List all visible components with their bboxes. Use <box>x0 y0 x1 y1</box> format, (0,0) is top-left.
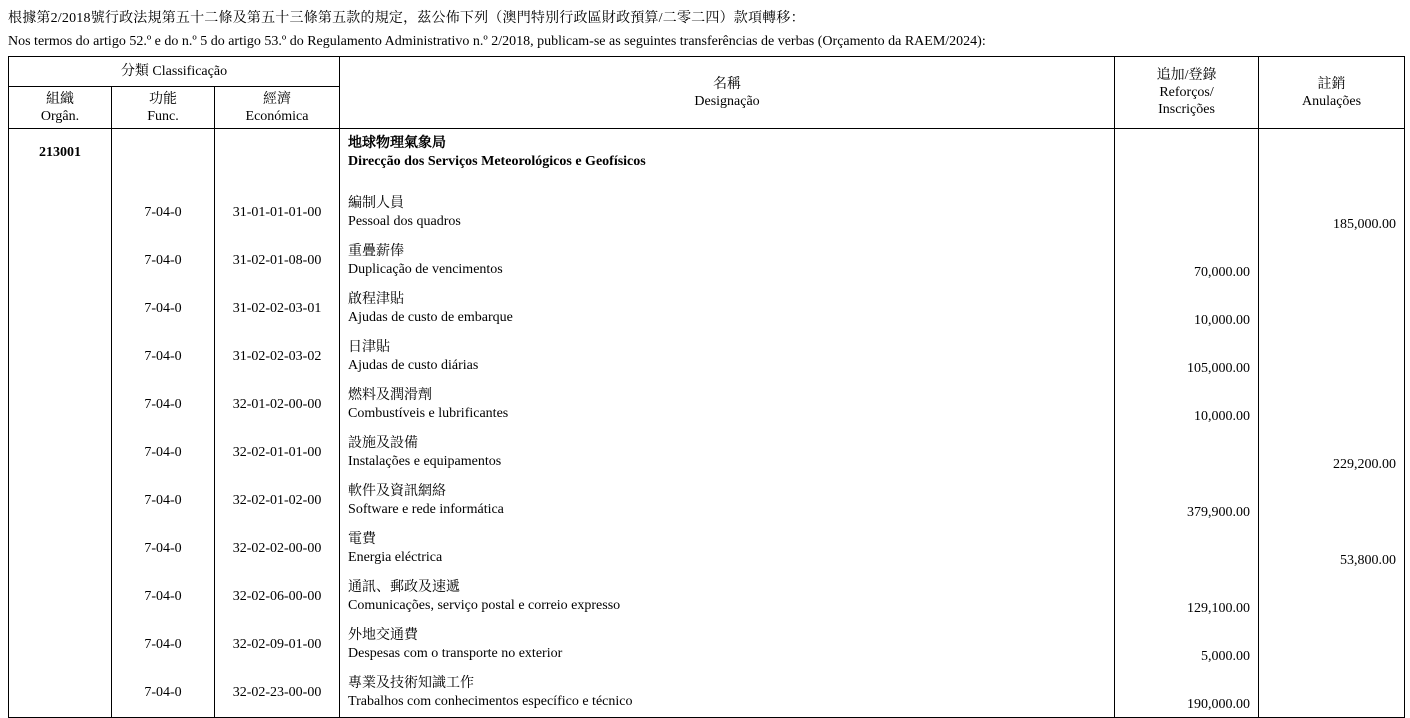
function-header-zh: 功能 <box>149 91 177 107</box>
designation-zh: 燃料及潤滑劑 <box>348 388 433 403</box>
designation-zh: 外地交通費 <box>348 628 419 643</box>
designation-cell <box>340 477 1115 525</box>
designation-zh: 重疊薪俸 <box>348 244 405 259</box>
organ-cell <box>9 237 112 285</box>
designation-zh: 啟程津貼 <box>348 292 405 307</box>
cancellation-amount <box>1259 477 1405 525</box>
organ-code: 213001 <box>9 129 112 190</box>
designation-pt: Software e rede informática <box>348 502 504 517</box>
table-row <box>9 621 1405 669</box>
table-row <box>9 477 1405 525</box>
reinforcement-amount <box>1115 525 1259 573</box>
function-code: 7-04-0 <box>112 573 215 621</box>
table-row <box>9 333 1405 381</box>
designation-pt: Trabalhos com conhecimentos específico e técnico <box>348 694 633 709</box>
function-code: 7-04-0 <box>112 285 215 333</box>
cancellation-amount <box>1259 573 1405 621</box>
reinforcement-amount: 5,000.00 <box>1115 621 1259 669</box>
designation-zh: 通訊、郵政及速遞 <box>348 580 461 595</box>
organ-cell <box>9 189 112 237</box>
organ-header-pt: Orgân. <box>40 108 80 124</box>
table-row <box>9 429 1405 477</box>
organ-cell <box>9 477 112 525</box>
designation-pt: Duplicação de vencimentos <box>348 262 503 277</box>
economic-code: 32-01-02-00-00 <box>215 381 340 429</box>
designation-pt: Comunicações, serviço postal e correio expresso <box>348 598 621 613</box>
table-row <box>9 237 1405 285</box>
designation-pt: Combustíveis e lubrificantes <box>348 406 509 421</box>
organ-header-zh: 組織 <box>46 91 74 107</box>
reinforcement-amount: 129,100.00 <box>1115 573 1259 621</box>
reinforcement-amount: 10,000.00 <box>1115 381 1259 429</box>
table-row <box>9 669 1405 718</box>
table-row <box>9 285 1405 333</box>
organ-cell <box>9 669 112 718</box>
designation-cell <box>340 525 1115 573</box>
entity-reinforce-cell <box>1115 129 1259 190</box>
table-row <box>9 189 1405 237</box>
entity-cancel-cell <box>1259 129 1405 190</box>
cancellation-amount <box>1259 669 1405 718</box>
reinforcement-amount: 379,900.00 <box>1115 477 1259 525</box>
function-code: 7-04-0 <box>112 621 215 669</box>
economic-code: 32-02-01-02-00 <box>215 477 340 525</box>
economic-code: 31-01-01-01-00 <box>215 189 340 237</box>
entity-name <box>340 129 1115 190</box>
cancellations-header <box>1259 57 1405 129</box>
cancellation-amount <box>1259 333 1405 381</box>
intro-portuguese: Nos termos do artigo 52.º e do n.º 5 do artigo 53.º do Regulamento Administrativo n.º 2/2018, publicam-se as seguintes transferências de verbas (Orçamento da RAEM/2024): <box>8 34 986 49</box>
reinforcements-header <box>1115 57 1259 129</box>
function-code: 7-04-0 <box>112 333 215 381</box>
function-header <box>112 87 215 129</box>
function-header-pt: Func. <box>147 108 179 124</box>
economic-header-zh: 經濟 <box>263 91 292 107</box>
designation-pt: Despesas com o transporte no exterior <box>348 646 563 661</box>
reinforcements-header-pt1: Reforços/ <box>1159 85 1214 100</box>
intro-chinese: 根據第2/2018號行政法規第五十二條及第五十三條第五款的規定，茲公佈下列（澳門特別行政區財政預算/二零二四）款項轉移： <box>8 11 805 26</box>
designation-zh: 設施及設備 <box>348 436 419 451</box>
designation-cell <box>340 573 1115 621</box>
reinforcement-amount: 70,000.00 <box>1115 237 1259 285</box>
reinforcements-header-pt2: Inscrições <box>1158 102 1215 117</box>
designation-header <box>340 57 1115 129</box>
table-row <box>9 573 1405 621</box>
cancellation-amount: 53,800.00 <box>1259 525 1405 573</box>
reinforcement-amount <box>1115 429 1259 477</box>
organ-header <box>9 87 112 129</box>
function-code: 7-04-0 <box>112 381 215 429</box>
cancellations-header-pt: Anulações <box>1301 93 1362 109</box>
designation-zh: 編制人員 <box>348 196 405 211</box>
organ-cell <box>9 381 112 429</box>
function-code: 7-04-0 <box>112 477 215 525</box>
designation-cell <box>340 333 1115 381</box>
entity-name-zh: 地球物理氣象局 <box>348 136 447 151</box>
economic-header <box>215 87 340 129</box>
table-row <box>9 381 1405 429</box>
cancellation-amount: 185,000.00 <box>1259 189 1405 237</box>
designation-pt: Ajudas de custo de embarque <box>348 310 513 325</box>
economic-code: 31-02-02-03-02 <box>215 333 340 381</box>
economic-code: 32-02-01-01-00 <box>215 429 340 477</box>
designation-pt: Energia eléctrica <box>348 550 443 565</box>
economic-code: 32-02-02-00-00 <box>215 525 340 573</box>
designation-zh: 軟件及資訊網絡 <box>348 484 447 499</box>
reinforcement-amount <box>1115 189 1259 237</box>
designation-cell <box>340 429 1115 477</box>
function-code: 7-04-0 <box>112 189 215 237</box>
designation-header-zh: 名稱 <box>713 76 742 92</box>
economic-header-pt: Económica <box>245 108 309 124</box>
budget-transfer-table <box>8 56 1405 718</box>
organ-cell <box>9 525 112 573</box>
designation-header-pt: Designação <box>694 93 760 109</box>
designation-zh: 日津貼 <box>348 340 391 355</box>
organ-cell <box>9 621 112 669</box>
organ-cell <box>9 573 112 621</box>
designation-zh: 電費 <box>348 532 377 547</box>
entity-row <box>9 129 1405 190</box>
cancellation-amount <box>1259 237 1405 285</box>
cancellation-amount <box>1259 285 1405 333</box>
function-code: 7-04-0 <box>112 669 215 718</box>
reinforcements-header-zh: 追加/登錄 <box>1156 68 1217 83</box>
designation-cell <box>340 237 1115 285</box>
designation-pt: Pessoal dos quadros <box>348 214 461 229</box>
economic-code: 32-02-23-00-00 <box>215 669 340 718</box>
economic-code: 32-02-09-01-00 <box>215 621 340 669</box>
organ-cell <box>9 429 112 477</box>
organ-cell <box>9 285 112 333</box>
designation-pt: Ajudas de custo diárias <box>348 358 479 373</box>
reinforcement-amount: 105,000.00 <box>1115 333 1259 381</box>
designation-cell <box>340 381 1115 429</box>
function-code: 7-04-0 <box>112 237 215 285</box>
economic-code: 31-02-02-03-01 <box>215 285 340 333</box>
table-row <box>9 525 1405 573</box>
designation-cell <box>340 285 1115 333</box>
reinforcement-amount: 10,000.00 <box>1115 285 1259 333</box>
entity-eco-cell <box>215 129 340 190</box>
economic-code: 31-02-01-08-00 <box>215 237 340 285</box>
entity-name-pt: Direcção dos Serviços Meteorológicos e Geofísicos <box>348 154 646 169</box>
cancellations-header-zh: 註銷 <box>1317 76 1346 92</box>
classification-header: 分類 Classificação <box>9 57 340 87</box>
designation-cell <box>340 669 1115 718</box>
economic-code: 32-02-06-00-00 <box>215 573 340 621</box>
reinforcement-amount: 190,000.00 <box>1115 669 1259 718</box>
cancellation-amount <box>1259 621 1405 669</box>
cancellation-amount: 229,200.00 <box>1259 429 1405 477</box>
function-code: 7-04-0 <box>112 429 215 477</box>
cancellation-amount <box>1259 381 1405 429</box>
entity-func-cell <box>112 129 215 190</box>
designation-cell <box>340 189 1115 237</box>
function-code: 7-04-0 <box>112 525 215 573</box>
designation-cell <box>340 621 1115 669</box>
designation-pt: Instalações e equipamentos <box>348 454 502 469</box>
organ-cell <box>9 333 112 381</box>
designation-zh: 專業及技術知識工作 <box>348 676 475 691</box>
